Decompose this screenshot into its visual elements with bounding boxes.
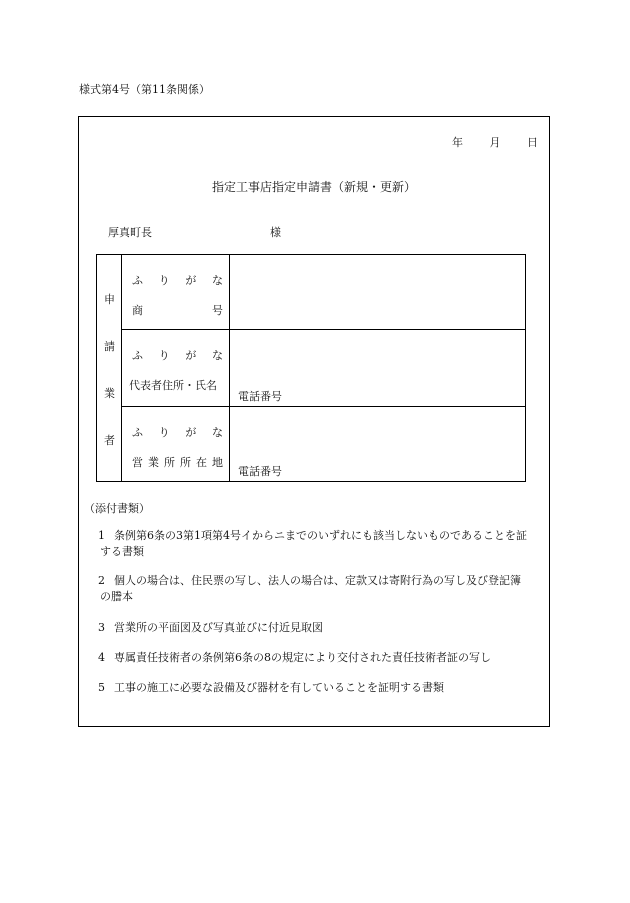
addressee: 厚真町長 <box>108 226 152 239</box>
date-year: 年 <box>452 136 463 149</box>
date-day: 日 <box>527 136 538 149</box>
attachment-item: 3 営業所の平面図及び写真並びに付近見取図 <box>98 621 323 634</box>
side-char: 請 <box>104 340 115 353</box>
trade-name-field[interactable] <box>230 255 525 329</box>
furigana-label: ふ り が な <box>132 349 223 362</box>
office-location-field[interactable] <box>230 407 525 481</box>
attachment-item: 1 条例第6条の3第1項第4号イからニまでのいずれにも該当しないものであることを証 する書類 <box>98 529 527 558</box>
attachment-item: 4 専属責任技術者の条例第6条の8の規定により交付された責任技術者証の写し <box>98 651 491 664</box>
honorific: 様 <box>270 226 281 239</box>
representative-row <box>122 330 525 407</box>
representative-label <box>122 330 230 406</box>
representative-text: 代表者住所・氏名 <box>129 379 217 392</box>
attachment-item: 2 個人の場合は、住民票の写し、法人の場合は、定款又は寄附行為の写し及び登記簿 の謄本 <box>98 574 521 603</box>
document-title: 指定工事店指定申請書（新規・更新） <box>211 180 416 194</box>
applicant-table <box>96 254 526 482</box>
form-reference: 様式第4号（第11条関係） <box>79 83 210 96</box>
attachment-item: 5 工事の施工に必要な設備及び器材を有していることを証明する書類 <box>98 681 444 694</box>
furigana-label: ふ り が な <box>132 426 223 439</box>
date-month: 月 <box>489 136 501 149</box>
phone-label: 電話番号 <box>238 465 282 478</box>
office-location-text: 営 業 所 所 在 地 <box>132 456 223 469</box>
side-char: 申 <box>104 293 115 306</box>
attachments-heading: （添付書類） <box>84 502 150 515</box>
trade-name-text: 商 号 <box>132 304 223 317</box>
furigana-label: ふ り が な <box>132 274 223 287</box>
applicant-side-label <box>97 255 122 481</box>
representative-field[interactable] <box>230 330 525 406</box>
office-location-label <box>122 407 230 481</box>
trade-name-label <box>122 255 230 329</box>
trade-name-row <box>122 255 525 330</box>
side-char: 業 <box>104 387 115 400</box>
date-line <box>452 134 538 150</box>
side-char: 者 <box>104 434 115 447</box>
phone-label: 電話番号 <box>238 390 282 403</box>
office-location-row <box>122 407 525 481</box>
